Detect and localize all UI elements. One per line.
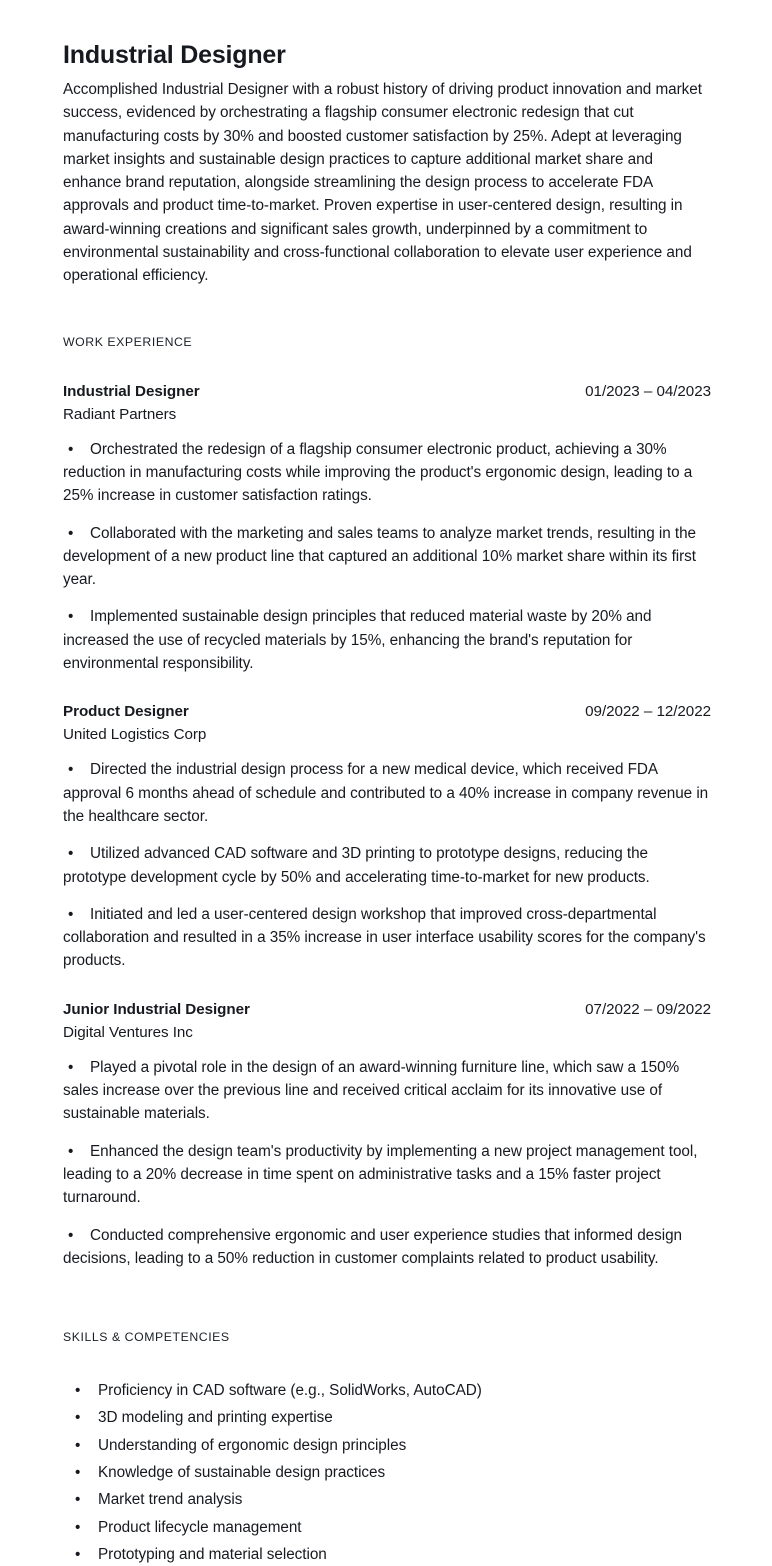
entry-bullet-list [63,1056,711,1270]
bullet-marker-icon: • [75,1436,81,1454]
bullet-marker-icon: • [68,1058,74,1076]
entry-header [63,381,711,402]
entry-bullet-list [63,758,711,972]
bullet-marker-icon: • [68,845,74,863]
entry-company: Digital Ventures Inc [63,1023,193,1041]
entry-bullet [63,1140,711,1210]
entry-role: Industrial Designer [63,382,200,400]
work-experience-entry [63,701,709,972]
entry-header [63,701,711,722]
entry-company: Radiant Partners [63,405,177,423]
entry-bullet-text: Conducted comprehensive ergonomic and user experience studies that informed design decisions, leading to a 50% reduction in customer complaints related to product usability. [63,1226,682,1267]
skill-item-text: Understanding of ergonomic design principles [98,1436,407,1454]
skill-item-text: Prototyping and material selection [98,1545,327,1563]
bullet-marker-icon: • [68,524,74,542]
entry-bullet-text: Initiated and led a user-centered design workshop that improved cross-departmental collaboration and resulted in a 35% increase in user interface usability scores for the company's products. [63,905,706,970]
entry-dates: 01/2023 – 04/2023 [585,382,711,400]
skill-item [63,1461,711,1484]
entry-bullet [63,1056,711,1126]
entry-role: Product Designer [63,703,189,721]
professional-summary: Accomplished Industrial Designer with a robust history of driving product innovation and market success, evidenced by orchestrating a flagship consumer electronic redesign that cut manufacturing costs by 30% and boosted customer satisfaction by 25%. Adept at leveraging market insights and sustainable design practices to capture additional market share and enhance brand reputation, alongside streamlining the design process to accelerate FDA approvals and product time-to-market. Proven expertise in user-centered design, resulting in award-winning creations and significant sales growth, underpinned by a commitment to environmental sustainability and cross-functional collaboration to elevate user experience and operational efficiency. [63,81,702,285]
skill-item [63,1488,711,1511]
work-experience-entries [63,381,709,1270]
entry-bullet-text: Enhanced the design team's productivity by implementing a new project management tool, leading to a 20% decrease in time spent on administrative tasks and a 15% faster project turnaround. [63,1142,698,1207]
bullet-marker-icon: • [68,905,74,923]
entry-bullet [63,903,711,973]
entry-bullet [63,438,711,508]
work-experience-entry [63,381,709,676]
skill-item [63,1379,711,1402]
entry-role: Junior Industrial Designer [63,1000,250,1018]
entry-bullet-text: Collaborated with the marketing and sales teams to analyze market trends, resulting in the development of a new product line that captured an additional 10% market share within its first year. [63,524,696,589]
bullet-marker-icon: • [68,1226,74,1244]
skills-list [63,1379,711,1566]
skill-item [63,1543,711,1566]
entry-bullet-text: Directed the industrial design process for a new medical device, which received FDA approval 6 months ahead of schedule and contributed to a 40% increase in company revenue in the healthcare sector. [63,761,709,825]
skill-item [63,1516,711,1539]
entry-bullet [63,758,711,828]
bullet-marker-icon: • [68,440,74,458]
section-header-work-experience: WORK EXPERIENCE [63,334,193,349]
work-experience-section [63,335,709,1270]
entry-company: United Logistics Corp [63,726,207,744]
entry-bullet [63,605,711,675]
bullet-marker-icon: • [75,1382,81,1400]
page-title: Industrial Designer [63,41,286,69]
section-header-skills: SKILLS & COMPETENCIES [63,1330,230,1345]
bullet-marker-icon: • [75,1545,81,1563]
entry-bullet [63,522,711,592]
skill-item [63,1434,711,1457]
entry-dates: 07/2022 – 09/2022 [585,1000,711,1018]
entry-header [63,999,711,1020]
work-experience-entry [63,999,709,1270]
entry-dates: 09/2022 – 12/2022 [585,703,711,721]
entry-bullet-list [63,438,711,676]
bullet-marker-icon: • [75,1463,81,1481]
entry-bullet-text: Orchestrated the redesign of a flagship consumer electronic product, achieving a 30% reduction in manufacturing costs while improving the product's ergonomic design, leading to a 25% increase in customer satisfaction ratings. [63,440,693,505]
skill-item-text: Market trend analysis [98,1491,243,1509]
bullet-marker-icon: • [68,1142,74,1160]
entry-bullet-text: Implemented sustainable design principles that reduced material waste by 20% and increased the use of recycled materials by 15%, enhancing the brand's reputation for environmental responsibility. [63,608,652,673]
entry-bullet [63,1224,711,1271]
skill-item-text: 3D modeling and printing expertise [98,1409,333,1427]
entry-bullet-text: Utilized advanced CAD software and 3D printing to prototype designs, reducing the prototype development cycle by 50% and accelerating time-to-market for new products. [63,845,650,886]
skill-item-text: Proficiency in CAD software (e.g., SolidWorks, AutoCAD) [98,1382,482,1400]
bullet-marker-icon: • [75,1518,81,1536]
skill-item-text: Product lifecycle management [98,1518,302,1536]
entry-bullet-text: Played a pivotal role in the design of an award-winning furniture line, which saw a 150% sales increase over the previous line and received critical acclaim for its innovative use of sustainable materials. [63,1058,680,1123]
bullet-marker-icon: • [75,1491,81,1509]
bullet-marker-icon: • [68,608,74,626]
skill-item-text: Knowledge of sustainable design practices [98,1463,386,1481]
skills-section [63,1330,709,1566]
entry-bullet [63,842,711,889]
bullet-marker-icon: • [68,761,74,779]
bullet-marker-icon: • [75,1409,81,1427]
skill-item [63,1406,711,1429]
